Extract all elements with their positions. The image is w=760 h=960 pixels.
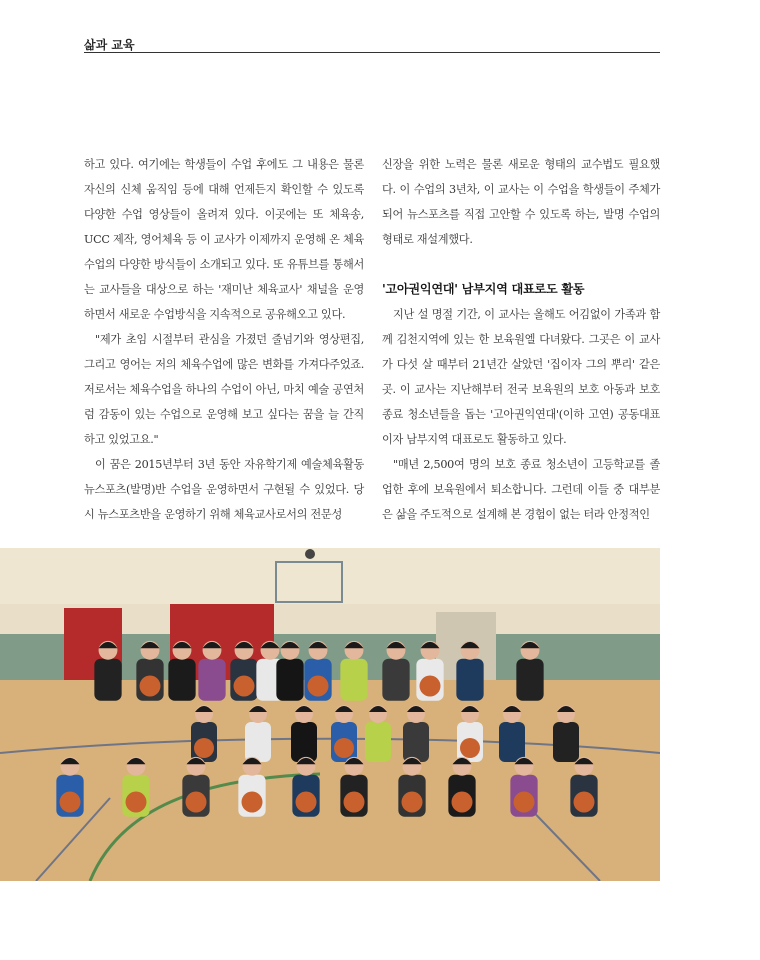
right-paragraph-2: "매년 2,500여 명의 보호 종료 청소년이 고등학교를 졸업한 후에 보육원에서 퇴소합니다. 그런데 이들 중 대부분은 삶을 주도적으로 설계해 본 경험이 없는 터라 안정적인 [382, 458, 660, 521]
basketball [574, 792, 595, 813]
basketball [242, 792, 263, 813]
right-paragraph-1: 지난 설 명절 기간, 이 교사는 올해도 어김없이 가족과 함께 김천지역에 있는 한 보육원엘 다녀왔다. 그곳은 이 교사가 다섯 살 때부터 21년간 살았던 '집이자 그의 뿌리' 같은 곳. 이 교사는 지난해부터 전국 보육원의 보호 아동과 보호종료 청소년들을 돕는 '고아권익연대'(이하 고연) 공동대표이자 남부지역 대표로도 활동하고 있다. [382, 308, 660, 446]
basketball [234, 676, 255, 697]
basketball [334, 738, 354, 758]
basketball [126, 792, 147, 813]
group-photo-illustration [0, 548, 660, 881]
basketball [296, 792, 317, 813]
group-photo [0, 548, 660, 881]
ceiling [0, 548, 660, 608]
basketball [186, 792, 207, 813]
right-column [382, 152, 660, 527]
basketball [514, 792, 535, 813]
basketball [308, 676, 329, 697]
basketball [60, 792, 81, 813]
basketball [344, 792, 365, 813]
header-divider [84, 52, 660, 53]
basketball [452, 792, 473, 813]
basketball [460, 738, 480, 758]
left-column [84, 152, 364, 527]
wall-clock [305, 549, 315, 559]
basketball [420, 676, 441, 697]
left-paragraph-1: 하고 있다. 여기에는 학생들이 수업 후에도 그 내용은 물론 자신의 신체 움직임 등에 대해 언제든지 확인할 수 있도록 다양한 수업 영상들이 올려져 있다. 이곳에는 또 체육송, UCC 제작, 영어체육 등 이 교사가 이제까지 운영해 온 체육수업의 다양한 방식들이 소개되고 있다. 또 유튜브를 통해서는 교사들을 대상으로 하는 '재미난 체육교사' 채널을 운영하면서 새로운 수업방식을 지속적으로 공유해오고 있다. [84, 158, 364, 321]
section-label: 삶과 교육 [84, 38, 135, 52]
basketball [194, 738, 214, 758]
section-subheading: '고아권익연대' 남부지역 대표로도 활동 [382, 282, 585, 296]
left-paragraph-2: "제가 초임 시절부터 관심을 가졌던 줄넘기와 영상편집, 그리고 영어는 저의 체육수업에 많은 변화를 가져다주었죠. 저로서는 체육수업을 하나의 수업이 아닌, 마치 예술 공연처럼 감동이 있는 수업으로 운영해 보고 싶다는 꿈을 늘 간직하고 있었고요." [84, 333, 364, 446]
basketball [402, 792, 423, 813]
right-intro-paragraph: 신장을 위한 노력은 물론 새로운 형태의 교수법도 필요했다. 이 수업의 3년차, 이 교사는 이 수업을 학생들이 주체가 되어 뉴스포츠를 직접 고안할 수 있도록 하는, 발명 수업의 형태로 재설계했다. [382, 158, 660, 246]
left-paragraph-3: 이 꿈은 2015년부터 3년 동안 자유학기제 예술체육활동 뉴스포츠(발명)반 수업을 운영하면서 구현될 수 있었다. 당시 뉴스포츠반을 운영하기 위해 체육교사로서의 전문성 [84, 458, 364, 521]
basketball [140, 676, 161, 697]
